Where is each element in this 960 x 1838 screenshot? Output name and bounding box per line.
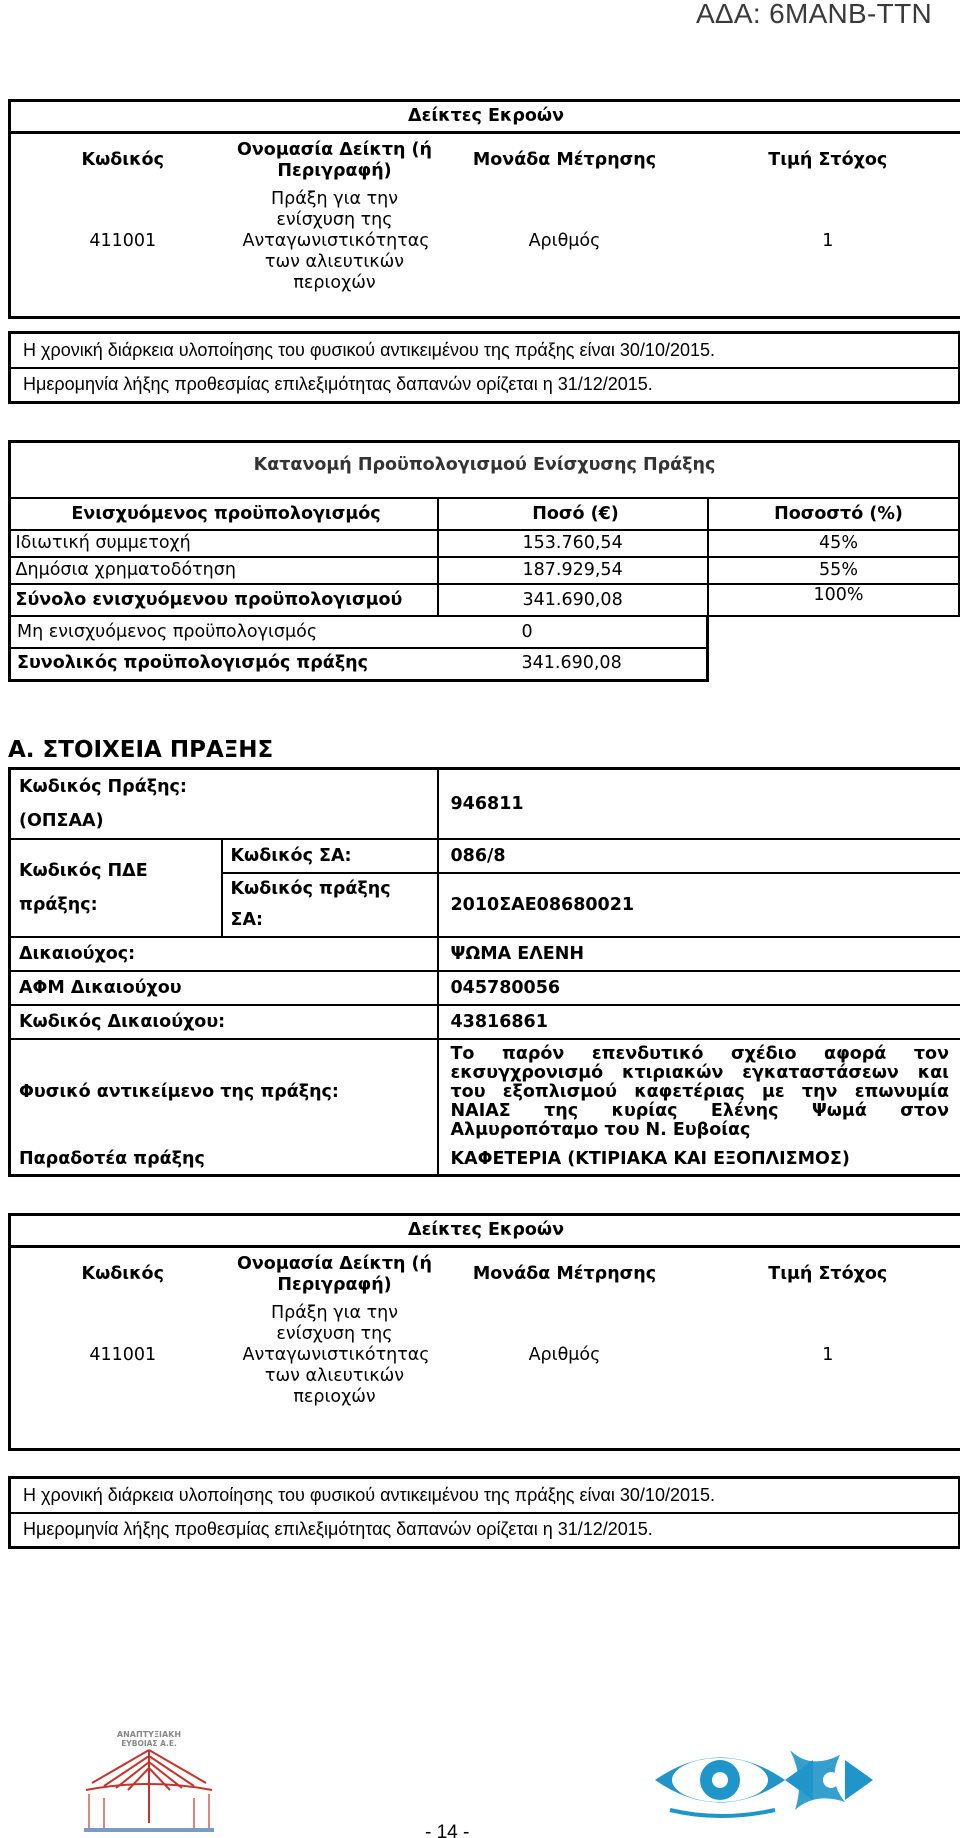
indicators-title: Δείκτες Εκροών	[10, 101, 960, 133]
beneficiary-label: Δικαιούχος:	[10, 937, 438, 971]
col-target-header: Τιμή Στόχος	[768, 1264, 888, 1285]
sa-code-label: Κωδικός ΣΑ:	[222, 839, 438, 873]
budget-row-label: Δημόσια χρηματοδότηση	[10, 557, 438, 584]
indicators-title: Δείκτες Εκροών	[10, 1215, 960, 1247]
budget-title: Κατανομή Προϋπολογισμού Ενίσχυσης Πράξης	[253, 455, 716, 475]
budget-grand-label: Συνολικός προϋπολογισμός πράξης	[10, 648, 438, 680]
object-value: Το παρόν επενδυτικό σχέδιο αφορά τον εκσυγχρονισμό κτιριακών εγκαταστάσεων και του εξοπλισμού καφετέριας με την επωνυμία ΝΑΙΑΣ της κυρίας Ελένης Ψωμά στον Αλμυροπόταμο του Ν. Ευβοίας	[438, 1039, 960, 1145]
budget-total-amount: 341.690,08	[438, 584, 708, 616]
sa-project-value: 2010ΣΑΕ08680021	[438, 873, 960, 937]
budget-table	[8, 497, 960, 682]
indicator-target: 1	[822, 231, 834, 251]
deliverables-label: Παραδοτέα πράξης	[10, 1145, 438, 1175]
sa-code-value: 086/8	[438, 839, 960, 873]
budget-row-amount: 153.760,54	[438, 530, 708, 557]
budget-label-header: Ενισχυόμενος προϋπολογισμός	[10, 498, 438, 530]
budget-total-label: Σύνολο ενισχυόμενου προϋπολογισμού	[10, 584, 438, 616]
col-unit-header: Μονάδα Μέτρησης	[472, 150, 657, 171]
indicator-name: Πράξη για την ενίσχυση της Ανταγωνιστικότητας των αλιευτικών περιοχών	[242, 1303, 430, 1407]
budget-total-percent: 100%	[708, 584, 960, 616]
budget-row-amount: 187.929,54	[438, 557, 708, 584]
ada-code: ΑΔΑ: 6ΜΑΝΒ-ΤΤΝ	[695, 0, 932, 29]
afm-label: ΑΦΜ Δικαιούχου	[10, 971, 438, 1005]
indicator-name: Πράξη για την ενίσχυση της Ανταγωνιστικότητας των αλιευτικών περιοχών	[242, 189, 430, 293]
budget-row-label: Μη ενισχυόμενος προϋπολογισμός	[10, 616, 438, 648]
deadline-text: Ημερομηνία λήξης προθεσμίας επιλεξιμότητας δαπανών ορίζεται η 31/12/2015.	[10, 1513, 960, 1548]
col-target-header: Τιμή Στόχος	[768, 150, 888, 171]
indicator-unit: Αριθμός	[528, 231, 601, 251]
section-a-title: Α. ΣΤΟΙΧΕΙΑ ΠΡΑΞΗΣ	[8, 737, 274, 763]
beneficiary-value: ΨΩΜΑ ΕΛΕΝΗ	[438, 937, 960, 971]
pde-label: Κωδικός ΠΔΕ πράξης:	[10, 839, 222, 937]
indicators-table-2	[8, 1213, 960, 1451]
duration-text: Η χρονική διάρκεια υλοποίησης του φυσικού αντικειμένου της πράξης είναι 30/10/2015.	[23, 339, 715, 360]
col-name-header: Ονομασία Δείκτη (ή Περιγραφή)	[237, 139, 432, 181]
opsaa-value: 946811	[450, 793, 524, 814]
opsaa-label: Κωδικός Πράξης: (ΟΠΣΑΑ)	[10, 769, 438, 840]
dates-box-2	[8, 1476, 960, 1549]
col-code-header: Κωδικός	[81, 150, 164, 171]
bridge-logo-icon	[84, 1728, 214, 1838]
budget-row-label: Ιδιωτική συμμετοχή	[10, 530, 438, 557]
indicators-table	[8, 99, 960, 319]
col-code-header: Κωδικός	[81, 1264, 164, 1285]
object-label: Φυσικό αντικείμενο της πράξης:	[10, 1039, 438, 1145]
indicator-code: 411001	[89, 1345, 157, 1365]
afm-value: 045780056	[438, 971, 960, 1005]
project-details-table	[8, 767, 960, 1177]
col-name-header: Ονομασία Δείκτη (ή Περιγραφή)	[237, 1253, 432, 1295]
page-number: - 14 -	[425, 1822, 470, 1838]
beneficiary-code-label: Κωδικός Δικαιούχου:	[10, 1005, 438, 1039]
indicator-target: 1	[822, 1345, 834, 1365]
duration-text: Η χρονική διάρκεια υλοποίησης του φυσικού αντικειμένου της πράξης είναι 30/10/2015.	[23, 1484, 715, 1505]
budget-percent-header: Ποσοστό (%)	[708, 498, 960, 530]
budget-amount-header: Ποσό (€)	[438, 498, 708, 530]
anaptyxiaki-evoias-logo	[84, 1728, 214, 1838]
deliverables-value: ΚΑΦΕΤΕΡΙΑ (ΚΤΙΡΙΑΚΑ ΚΑΙ ΕΞΟΠΛΙΣΜΟΣ)	[450, 1148, 850, 1169]
deadline-text: Ημερομηνία λήξης προθεσμίας επιλεξιμότητας δαπανών ορίζεται η 31/12/2015.	[10, 368, 960, 403]
budget-row-percent: 55%	[708, 557, 960, 584]
eye-logo-icon	[645, 1740, 875, 1820]
dates-box	[8, 331, 960, 404]
logo-text-2: ΕΥΒΟΙΑΣ Α.Ε.	[121, 1739, 177, 1748]
sa-project-label: Κωδικός πράξης ΣΑ:	[222, 873, 438, 937]
col-unit-header: Μονάδα Μέτρησης	[472, 1264, 657, 1285]
budget-grand-amount: 341.690,08	[438, 648, 708, 680]
leader-eye-logo	[645, 1740, 875, 1824]
beneficiary-code-value: 43816861	[438, 1005, 960, 1039]
logo-text-1: ΑΝΑΠΤΥΞΙΑΚΗ	[116, 1730, 182, 1739]
budget-row-amount: 0	[438, 616, 708, 648]
indicator-unit: Αριθμός	[528, 1345, 601, 1365]
budget-row-percent: 45%	[708, 530, 960, 557]
indicator-code: 411001	[89, 231, 157, 251]
